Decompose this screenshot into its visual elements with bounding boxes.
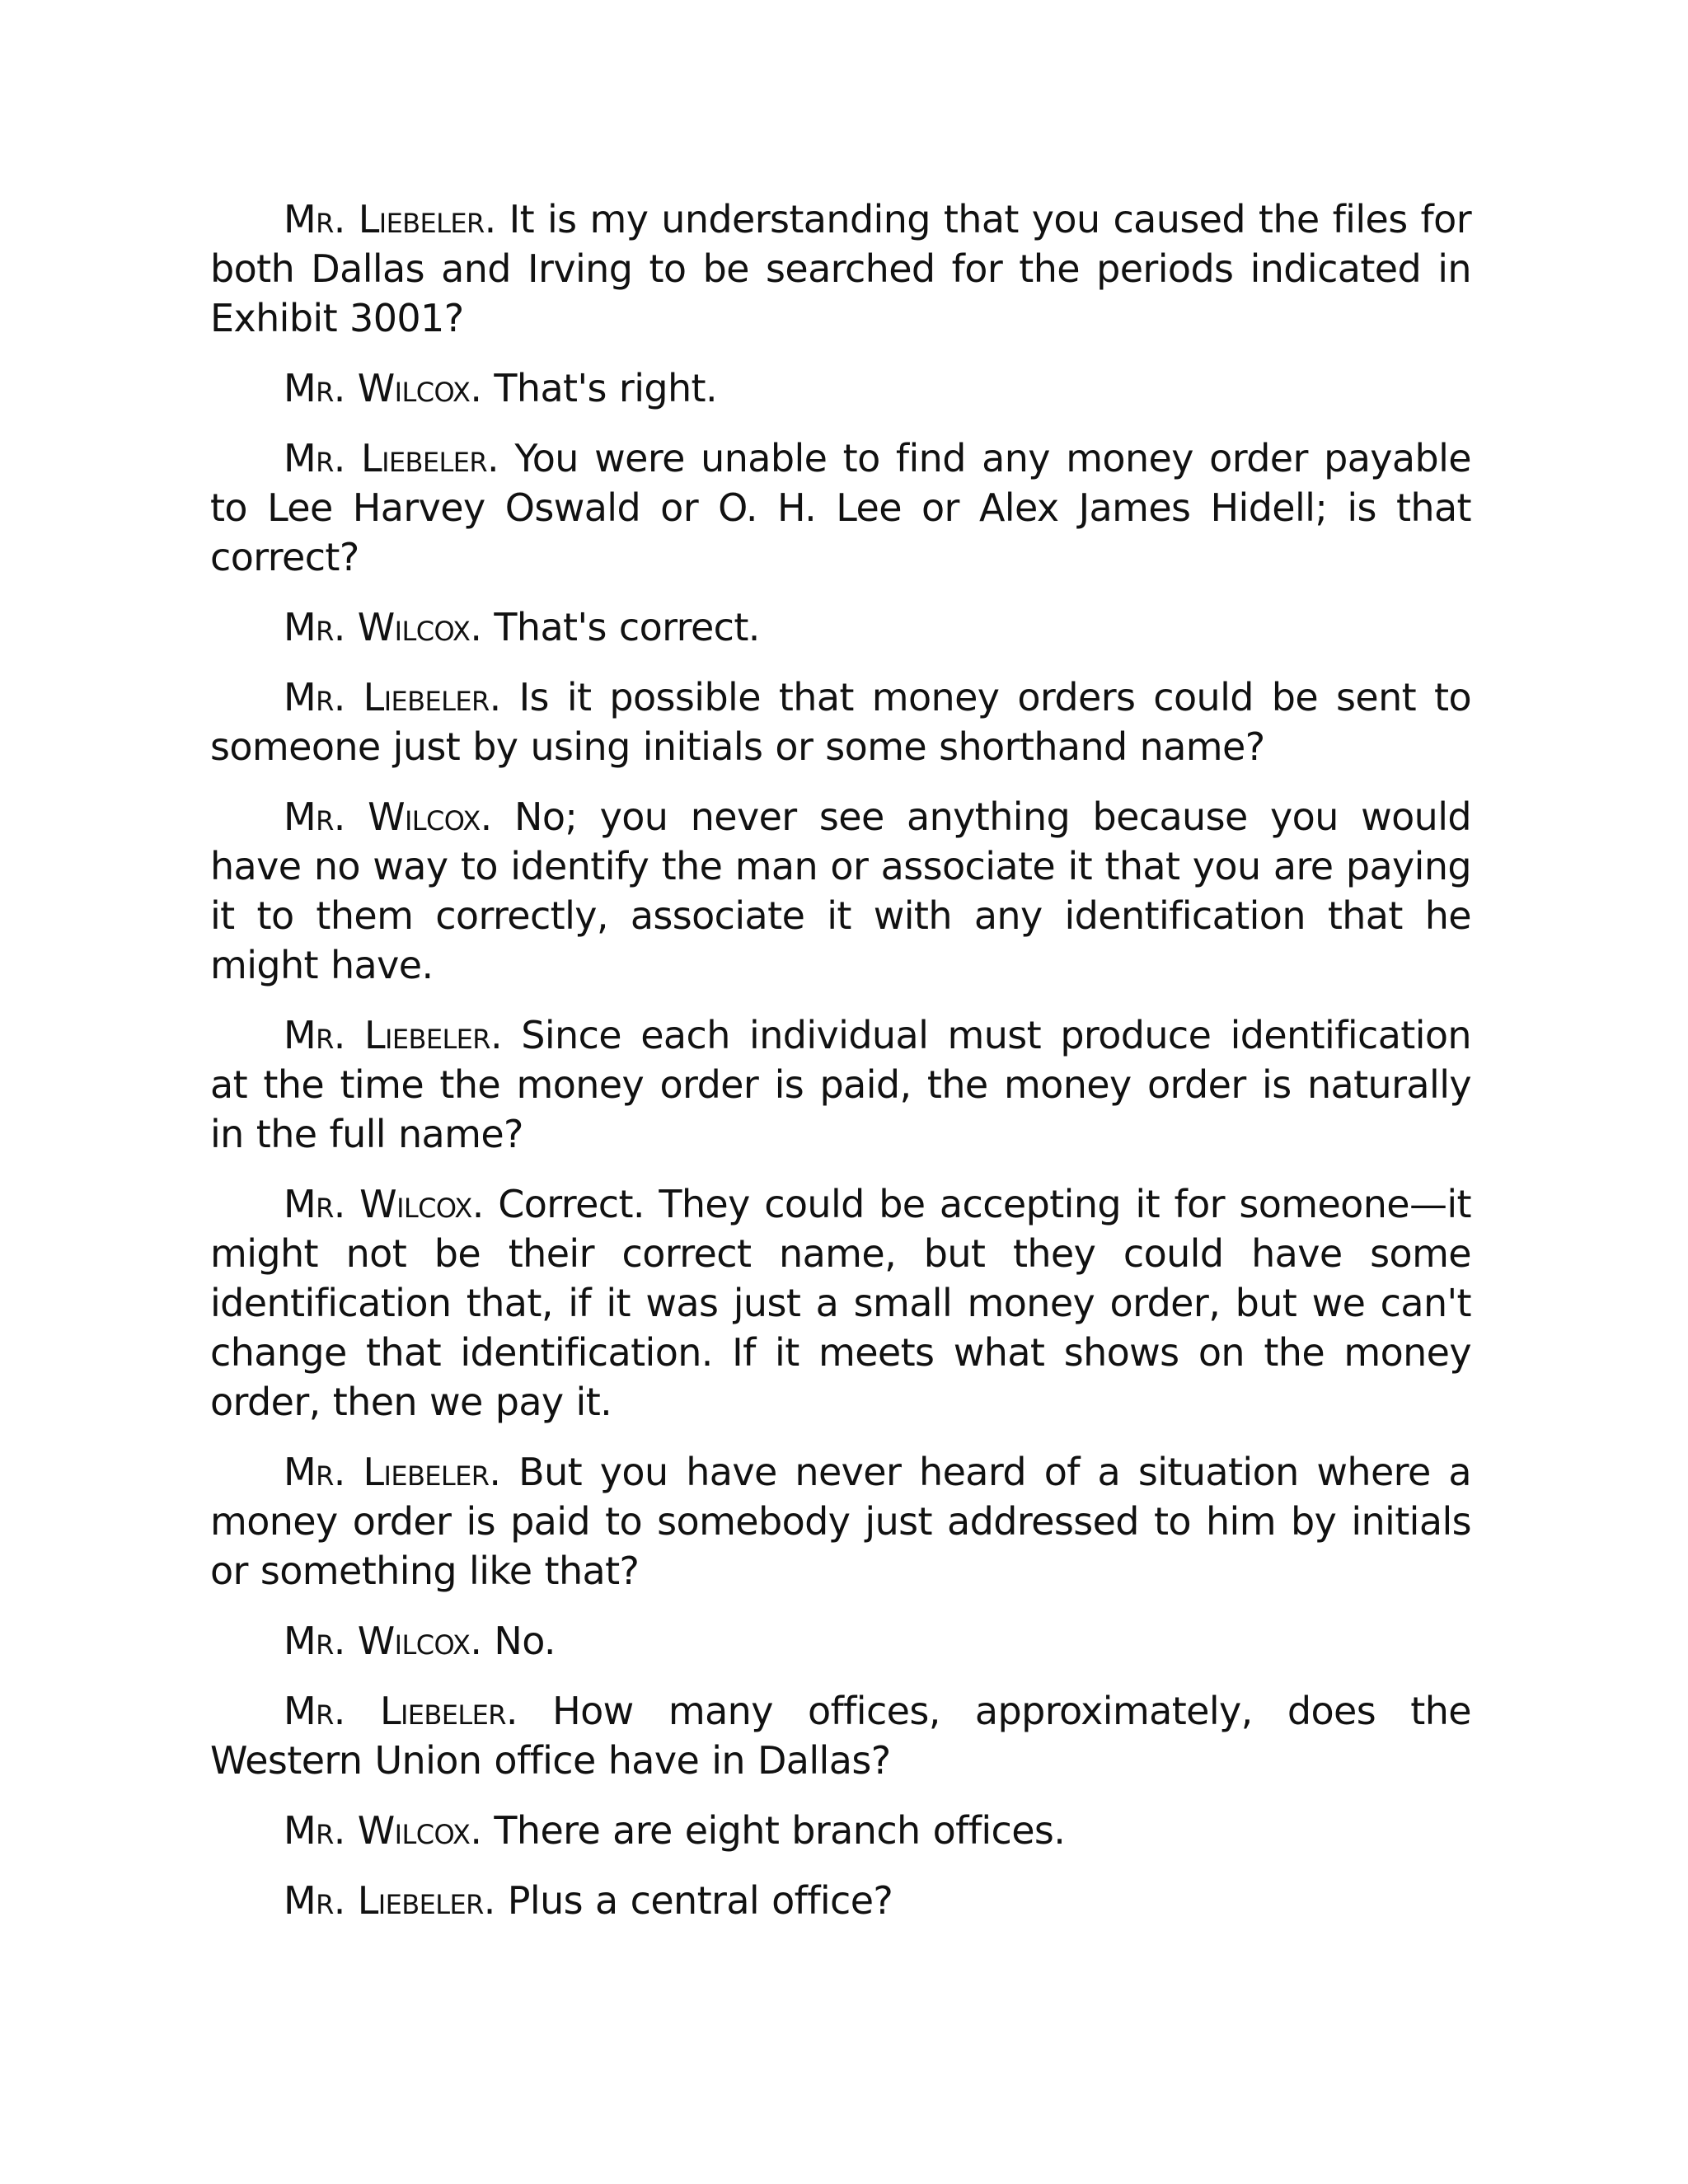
entry-text: Correct. They could be accepting it for someone—it might not be their correct name, but they could have some identification that, if it was just a small money order, but we can't change that identification. If it meets what shows on the money order, then we pay it. xyxy=(210,1182,1471,1424)
transcript-page xyxy=(210,194,1471,1946)
speaker-name: Mr. Liebeler. xyxy=(284,1878,495,1923)
speaker-name: Mr. Liebeler. xyxy=(284,436,499,480)
transcript-entry xyxy=(210,1876,1471,1925)
speaker-name: Mr. Liebeler. xyxy=(284,1689,518,1733)
transcript-entry xyxy=(210,1447,1471,1596)
speaker-name: Mr. Wilcox. xyxy=(284,366,482,410)
transcript-entry xyxy=(210,673,1471,771)
transcript-entry xyxy=(210,1010,1471,1159)
speaker-name: Mr. Wilcox. xyxy=(284,605,482,649)
entry-text: Since each individual must produce identification at the time the money order is paid, the money order is naturally in the full name? xyxy=(210,1013,1471,1156)
entry-text: How many offices, approximately, does the Western Union office have in Dallas? xyxy=(210,1689,1471,1783)
transcript-entry xyxy=(210,602,1471,652)
transcript-entry xyxy=(210,792,1471,990)
transcript-entry xyxy=(210,1179,1471,1427)
speaker-name: Mr. Wilcox. xyxy=(284,1619,482,1663)
entry-text: No; you never see anything because you would have no way to identify the man or associate it that you are paying it to them correctly, associate it with any identification that he might have. xyxy=(210,794,1471,987)
transcript-entry xyxy=(210,1686,1471,1785)
speaker-name: Mr. Wilcox. xyxy=(284,1808,482,1853)
entry-text: No. xyxy=(494,1619,556,1663)
entry-text: Plus a central office? xyxy=(507,1878,893,1923)
speaker-name: Mr. Liebeler. xyxy=(284,675,501,719)
speaker-name: Mr. Wilcox. xyxy=(284,794,492,839)
transcript-entry xyxy=(210,194,1471,343)
entry-text: Is it possible that money orders could be sent to someone just by using initials or some shorthand name? xyxy=(210,675,1471,769)
transcript-entry xyxy=(210,1616,1471,1666)
speaker-name: Mr. Wilcox. xyxy=(284,1182,484,1226)
entry-text: That's right. xyxy=(494,366,718,410)
speaker-name: Mr. Liebeler. xyxy=(284,1450,501,1494)
speaker-name: Mr. Liebeler. xyxy=(284,1013,502,1057)
transcript-entry xyxy=(210,1806,1471,1855)
entry-text: You were unable to find any money order payable to Lee Harvey Oswald or O. H. Lee or Alex James Hidell; is that correct? xyxy=(210,436,1471,579)
entry-text: There are eight branch offices. xyxy=(494,1808,1066,1853)
entry-text: That's correct. xyxy=(494,605,760,649)
entry-text: But you have never heard of a situation where a money order is paid to somebody just addressed to him by initials or something like that? xyxy=(210,1450,1471,1593)
entry-text: It is my understanding that you caused the files for both Dallas and Irving to be searched for the periods indicated in Exhibit 3001? xyxy=(210,197,1472,340)
transcript-entry xyxy=(210,434,1471,582)
transcript-entry xyxy=(210,363,1471,413)
speaker-name: Mr. Liebeler. xyxy=(284,197,496,241)
